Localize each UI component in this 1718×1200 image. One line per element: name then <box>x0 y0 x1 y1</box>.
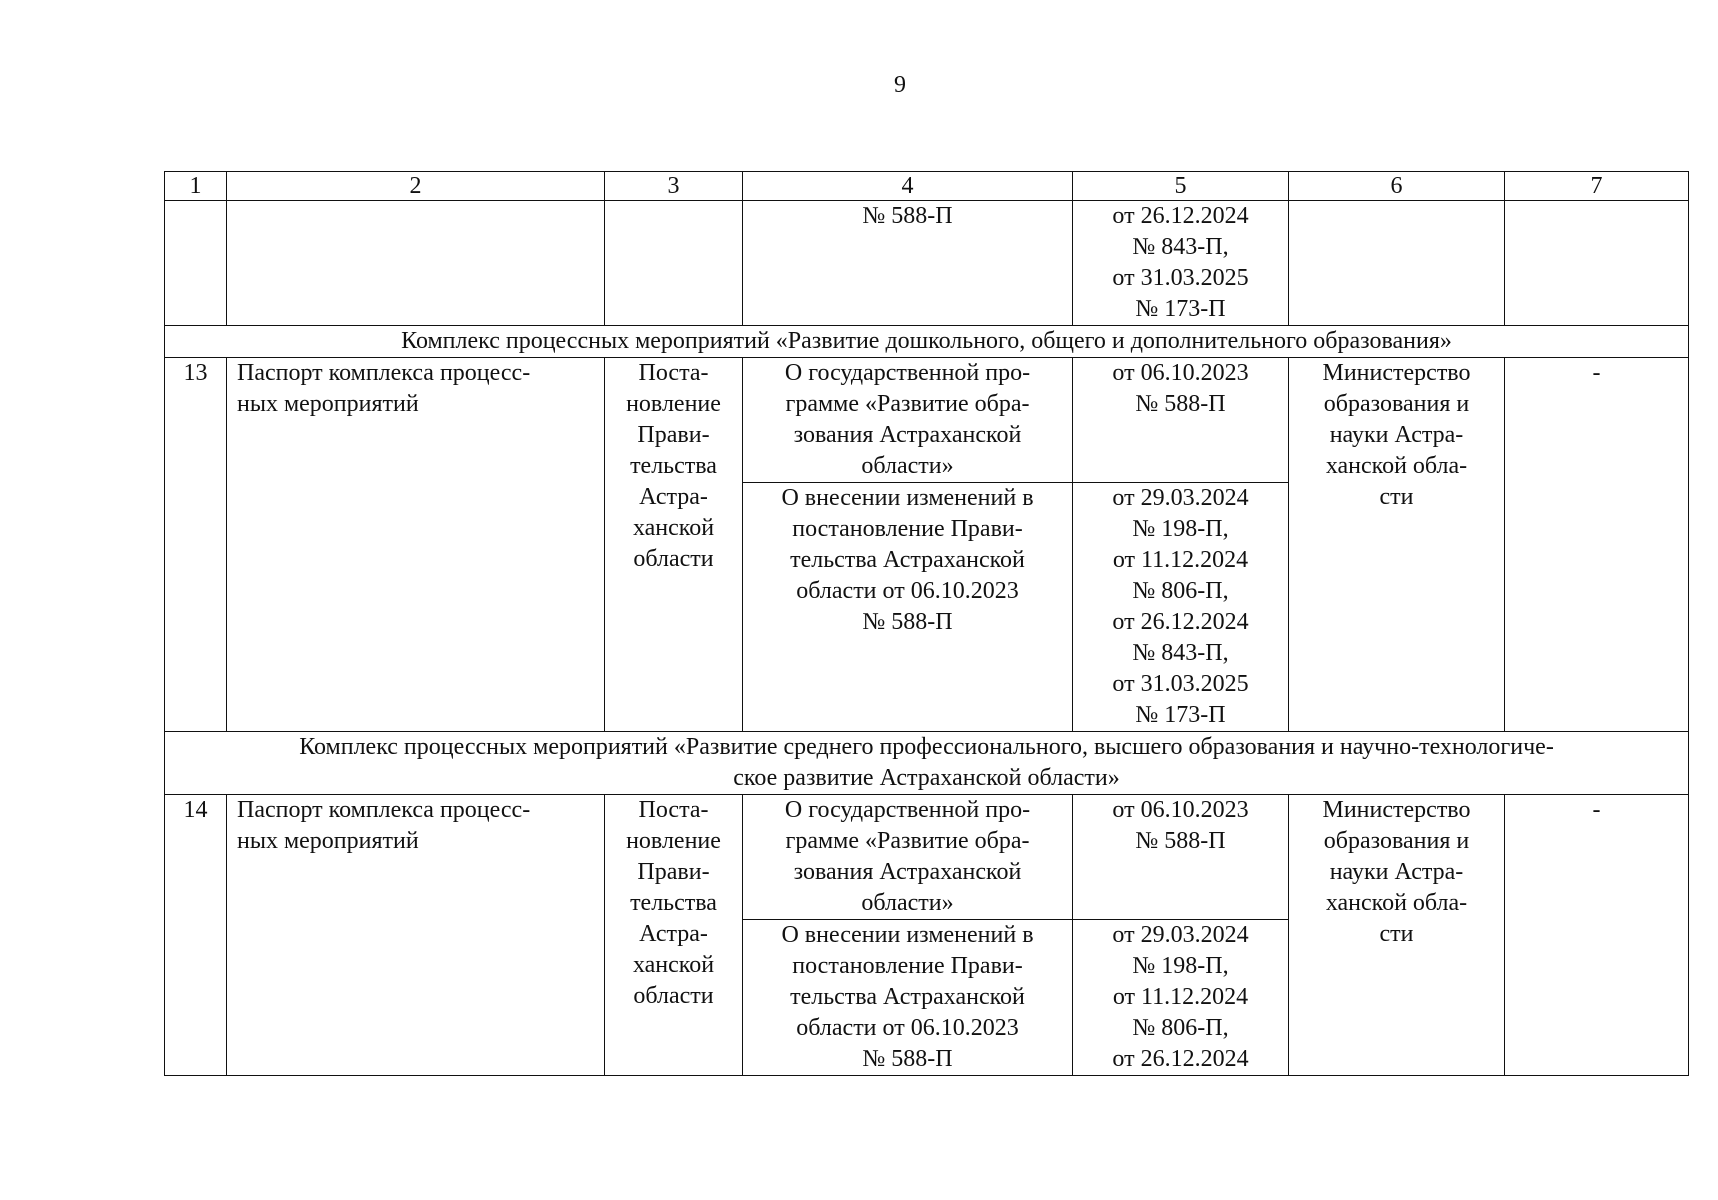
row-doc-type: Поста- новление Прави- тельства Астра- ханской области <box>605 358 743 732</box>
act-details: от 29.03.2024 № 198-П, от 11.12.2024 № 806-П, от 26.12.2024 <box>1073 920 1289 1076</box>
act-details: от 06.10.2023 № 588-П <box>1073 795 1289 920</box>
column-header: 7 <box>1505 172 1689 201</box>
row-doc-type: Поста- новление Прави- тельства Астра- ханской области <box>605 795 743 1076</box>
row-responsible: Министерство образования и науки Астра- ханской обла- сти <box>1289 795 1505 1076</box>
row-note: - <box>1505 358 1689 732</box>
row-number: 14 <box>165 795 227 1076</box>
continuation-row <box>165 201 1689 326</box>
column-header: 4 <box>743 172 1073 201</box>
row-name: Паспорт комплекса процесс- ных мероприятий <box>227 795 605 1076</box>
table-header-row <box>165 172 1689 201</box>
act-title: О внесении изменений в постановление Прави- тельства Астраханской области от 06.10.2023 № 588-П <box>743 920 1073 1076</box>
page-number: 9 <box>894 72 906 98</box>
row-note: - <box>1505 795 1689 1076</box>
cell-empty <box>1505 201 1689 326</box>
act-title: О государственной про- грамме «Развитие обра- зования Астраханской области» <box>743 358 1073 483</box>
column-header: 5 <box>1073 172 1289 201</box>
section-title: Комплекс процессных мероприятий «Развитие среднего профессионального, высшего образования и научно-технологиче- ское развитие Астраханской области» <box>165 732 1689 795</box>
row-number: 13 <box>165 358 227 732</box>
cell-empty <box>605 201 743 326</box>
cell-empty <box>1289 201 1505 326</box>
act-title: О государственной про- грамме «Развитие обра- зования Астраханской области» <box>743 795 1073 920</box>
column-header: 1 <box>165 172 227 201</box>
section-title-row <box>165 732 1689 795</box>
cell-act-details: от 26.12.2024 № 843-П, от 31.03.2025 № 173-П <box>1073 201 1289 326</box>
row-responsible: Министерство образования и науки Астра- ханской обла- сти <box>1289 358 1505 732</box>
act-title: О внесении изменений в постановление Прави- тельства Астраханской области от 06.10.2023 № 588-П <box>743 483 1073 732</box>
column-header: 6 <box>1289 172 1505 201</box>
document-table <box>164 171 1689 1076</box>
cell-empty <box>165 201 227 326</box>
column-header: 2 <box>227 172 605 201</box>
table-row <box>165 358 1689 483</box>
cell-empty <box>227 201 605 326</box>
act-details: от 29.03.2024 № 198-П, от 11.12.2024 № 806-П, от 26.12.2024 № 843-П, от 31.03.2025 № 173-П <box>1073 483 1289 732</box>
cell-act-title: № 588-П <box>743 201 1073 326</box>
column-header: 3 <box>605 172 743 201</box>
row-name: Паспорт комплекса процесс- ных мероприятий <box>227 358 605 732</box>
section-title: Комплекс процессных мероприятий «Развитие дошкольного, общего и дополнительного образования» <box>165 326 1689 358</box>
table-row <box>165 795 1689 920</box>
act-details: от 06.10.2023 № 588-П <box>1073 358 1289 483</box>
section-title-row <box>165 326 1689 358</box>
